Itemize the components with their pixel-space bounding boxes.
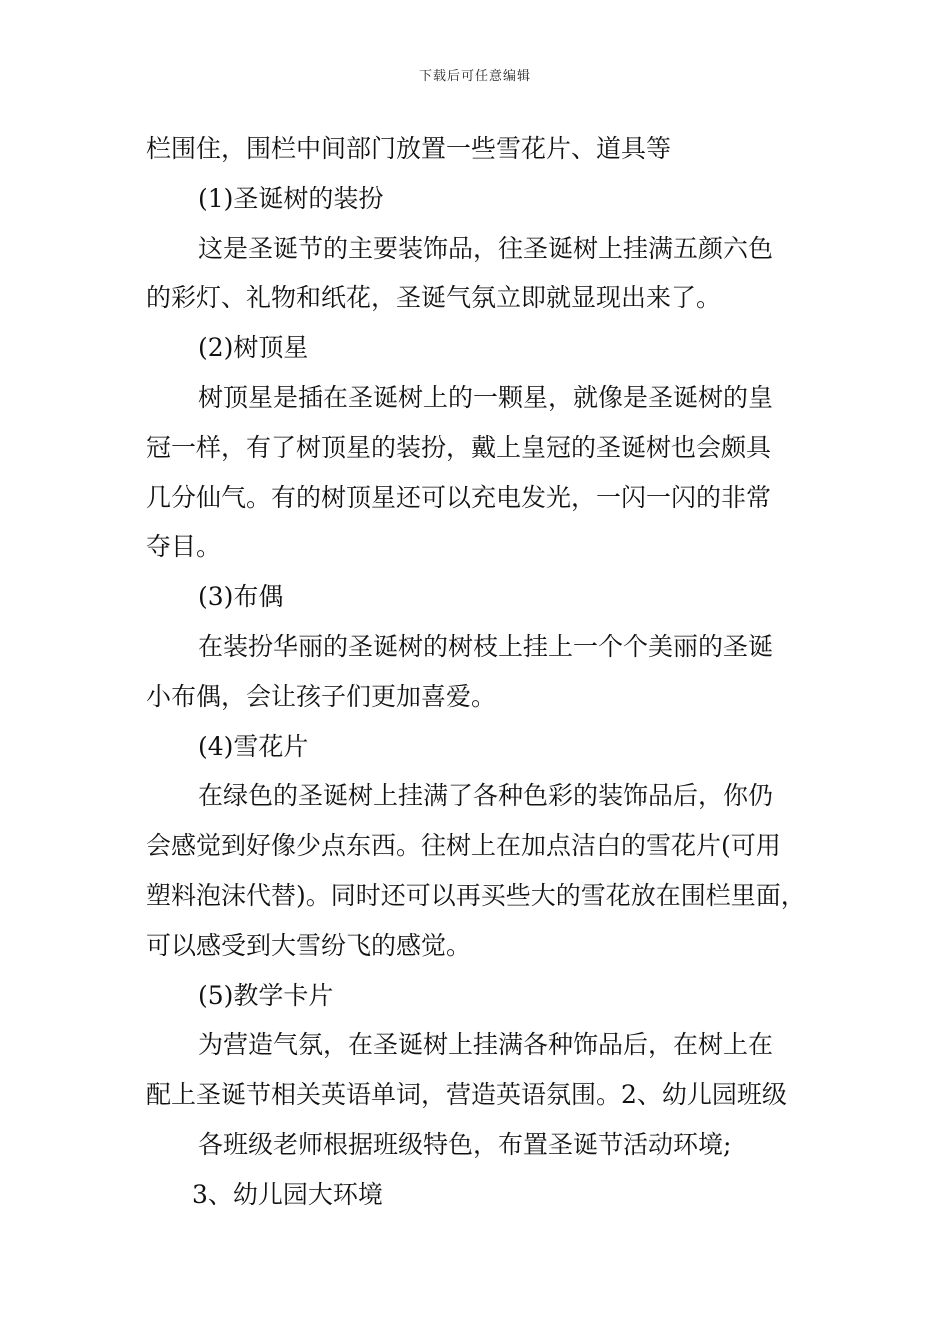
text-line: 冠一样，有了树顶星的装扮，戴上皇冠的圣诞树也会颇具 [146, 432, 772, 462]
text-line: 塑料泡沫代替)。同时还可以再买些大的雪花放在围栏里面， [146, 880, 806, 910]
text-line: 各班级老师根据班级特色，布置圣诞节活动环境; [198, 1129, 732, 1159]
text-line: 3、幼儿园大环境 [192, 1179, 383, 1209]
text-line: 树顶星是插在圣诞树上的一颗星，就像是圣诞树的皇 [198, 382, 774, 412]
text-line: (5)教学卡片 [198, 980, 334, 1010]
text-line: 的彩灯、礼物和纸花，圣诞气氛立即就显现出来了。 [146, 283, 722, 313]
text-line: 这是圣诞节的主要装饰品，往圣诞树上挂满五颜六色 [198, 233, 774, 263]
page-header: 下载后可任意编辑 [418, 69, 531, 84]
text-line: 在绿色的圣诞树上挂满了各种色彩的装饰品后，你仍 [198, 781, 774, 811]
text-line: 小布偶，会让孩子们更加喜爱。 [146, 681, 497, 711]
text-line: 在装扮华丽的圣诞树的树枝上挂上一个个美丽的圣诞 [198, 631, 774, 661]
text-line: 配上圣诞节相关英语单词，营造英语氛围。2、幼儿园班级 [146, 1080, 787, 1110]
text-line: (4)雪花片 [198, 731, 309, 761]
text-line: 栏围住，围栏中间部门放置一些雪花片、道具等 [146, 134, 672, 163]
text-line: 几分仙气。有的树顶星还可以充电发光，一闪一闪的非常 [146, 482, 772, 512]
document-body [146, 124, 826, 1220]
text-line: (3)布偶 [198, 582, 284, 612]
text-line: (2)树顶星 [198, 333, 309, 363]
text-line: 夺目。 [146, 532, 222, 562]
text-line: (1)圣诞树的装扮 [198, 183, 384, 213]
text-line: 可以感受到大雪纷飞的感觉。 [146, 930, 472, 960]
text-line: 为营造气氛，在圣诞树上挂满各种饰品后，在树上在 [198, 1030, 774, 1060]
text-line: 会感觉到好像少点东西。往树上在加点洁白的雪花片(可用 [146, 831, 781, 861]
